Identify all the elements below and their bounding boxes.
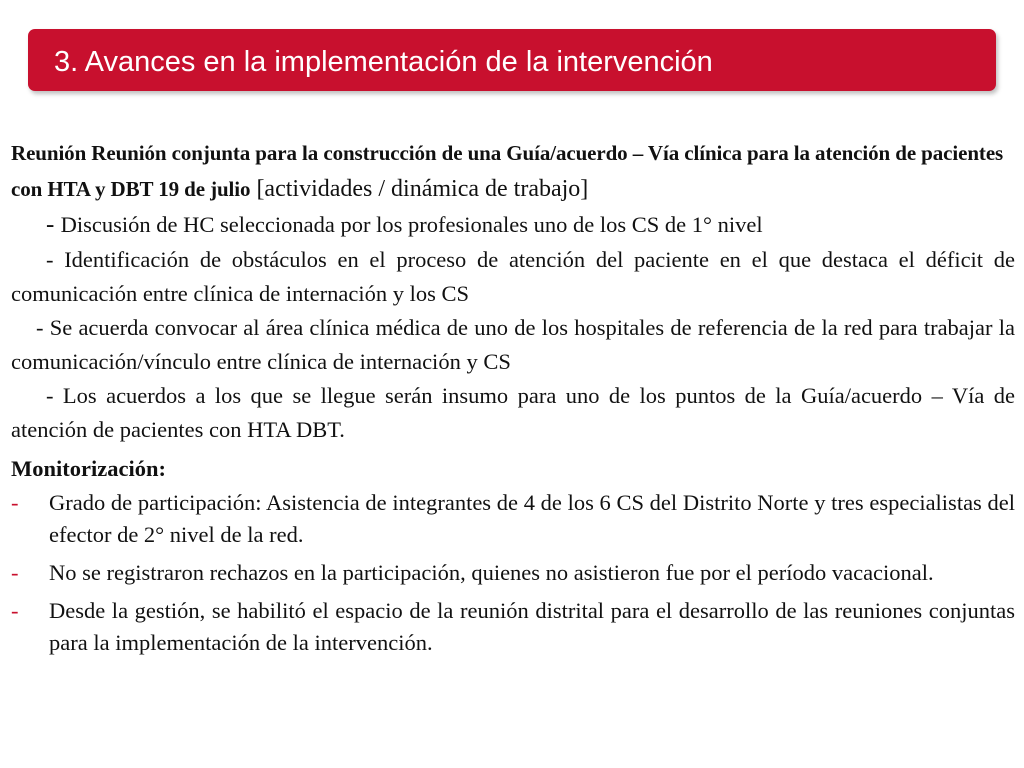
activity-text: - Los acuerdos a los que se llegue serán insumo para uno de los puntos de la Guía/acuerdo – Vía de atención de pacientes con HTA DBT. bbox=[11, 383, 1015, 442]
meeting-intro bbox=[11, 135, 1015, 207]
meeting-title: Reunión Reunión conjunta para la construcción de una Guía/acuerdo – Vía clínica para la atención de pacientes con HTA y DBT 19 de julio bbox=[11, 141, 1004, 201]
monitoring-item-text: No se registraron rechazos en la participación, quienes no asistieron fue por el período vacacional. bbox=[49, 560, 934, 585]
dash-bullet-icon: - bbox=[11, 598, 19, 623]
activity-item bbox=[11, 207, 1015, 243]
activity-text: - Identificación de obstáculos en el proceso de atención del paciente en el que destaca el déficit de comunicación entre clínica de internación y los CS bbox=[11, 247, 1015, 306]
dash-bullet-icon: - bbox=[11, 560, 19, 585]
monitoring-item bbox=[11, 487, 1015, 551]
title-bar bbox=[28, 29, 996, 91]
activity-dash: - bbox=[46, 211, 61, 238]
activities-label: [actividades / dinámica de trabajo] bbox=[250, 176, 589, 202]
monitoring-item bbox=[11, 595, 1015, 659]
slide-title: 3. Avances en la implementación de la intervención bbox=[54, 46, 713, 78]
monitoring-list bbox=[11, 487, 1015, 659]
monitoring-item-text: Desde la gestión, se habilitó el espacio de la reunión distrital para el desarrollo de las reuniones conjuntas para la implementación de la intervención. bbox=[49, 598, 1015, 655]
monitoring-item-text: Grado de participación: Asistencia de integrantes de 4 de los 6 CS del Distrito Norte y tres especialistas del efector de 2° nivel de la red. bbox=[49, 490, 1015, 547]
slide-content bbox=[11, 135, 1015, 665]
monitoring-title: Monitorización: bbox=[11, 456, 166, 481]
activity-item bbox=[11, 311, 1015, 379]
activity-text: - Se acuerda convocar al área clínica médica de uno de los hospitales de referencia de la red para trabajar la comunicación/vínculo entre clínica de internación y CS bbox=[11, 315, 1015, 374]
monitoring-item bbox=[11, 557, 1015, 589]
activity-text: Discusión de HC seleccionada por los profesionales uno de los CS de 1° nivel bbox=[60, 212, 763, 237]
activity-item bbox=[11, 379, 1015, 447]
activity-item bbox=[11, 243, 1015, 311]
dash-bullet-icon: - bbox=[11, 490, 19, 515]
